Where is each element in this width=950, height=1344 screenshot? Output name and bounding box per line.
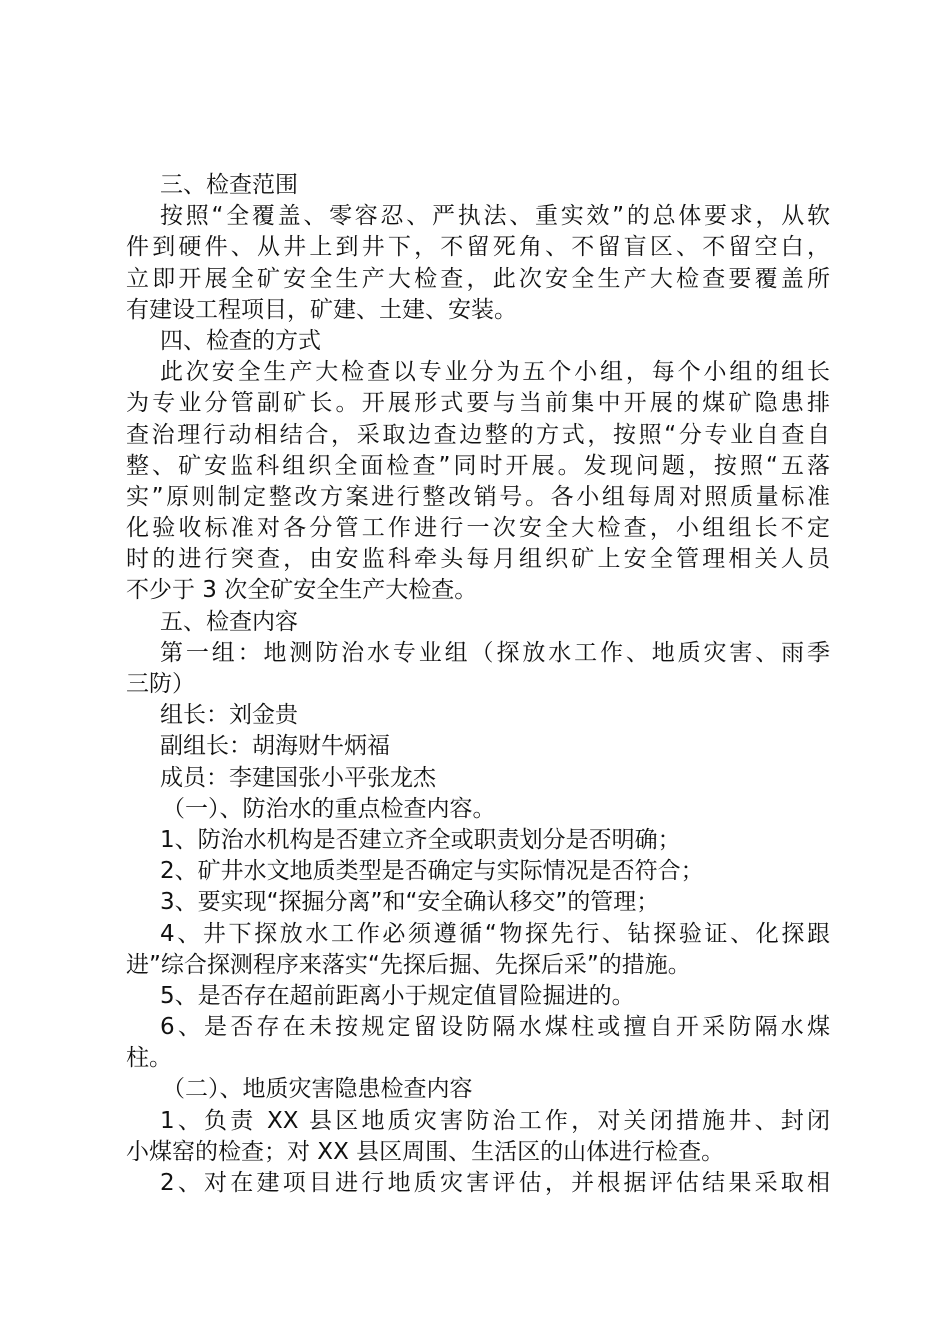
list-item: 1、负责 XX 县区地质灾害防治工作，对关闭措施井、封闭 (160, 1107, 830, 1134)
list-item-continuation: 进”综合探测程序来落实“先探后掘、先探后采”的措施。 (126, 951, 691, 978)
subsection-heading: （二）、地质灾害隐患检查内容 (162, 1076, 473, 1103)
paragraph-line: 化验收标准对各分管工作进行一次安全大检查，小组组长不定 (126, 515, 830, 542)
paragraph-line: 整、矿安监科组织全面检查”同时开展。发现问题，按照“五落 (126, 452, 830, 479)
list-item-continuation: 小煤窑的检查；对 XX 县区周围、生活区的山体进行检查。 (126, 1138, 725, 1165)
group-leader: 组长：刘金贵 (160, 702, 298, 729)
list-item: 5、是否存在超前距离小于规定值冒险掘进的。 (160, 982, 635, 1009)
section-heading-method: 四、检查的方式 (160, 327, 321, 354)
list-item: 1、防治水机构是否建立齐全或职责划分是否明确； (160, 826, 681, 853)
list-item: 3、要实现“探掘分离”和“安全确认移交”的管理； (160, 889, 660, 916)
list-item: 4、井下探放水工作必须遵循“物探先行、钻探验证、化探跟 (160, 920, 830, 947)
subsection-heading: （一）、防治水的重点检查内容。 (162, 795, 496, 822)
paragraph-line: 有建设工程项目，矿建、土建、安装。 (126, 296, 517, 323)
group-members: 成员：李建国张小平张龙杰 (160, 764, 436, 791)
list-item: 2、对在建项目进行地质灾害评估，并根据评估结果采取相 (160, 1170, 830, 1196)
document-page (126, 170, 830, 1199)
paragraph-line: 件到硬件、从井上到井下，不留死角、不留盲区、不留空白， (126, 234, 830, 261)
group-deputy-leader: 副组长：胡海财牛炳福 (160, 733, 390, 760)
section-heading-scope: 三、检查范围 (160, 172, 298, 198)
paragraph-line: 按照“全覆盖、零容忍、严执法、重实效”的总体要求，从软 (160, 203, 830, 230)
group-title-line: 第一组：地测防治水专业组（探放水工作、地质灾害、雨季 (160, 639, 830, 666)
paragraph-line: 实”原则制定整改方案进行整改销号。各小组每周对照质量标准 (126, 483, 830, 510)
section-heading-content: 五、检查内容 (160, 608, 298, 635)
paragraph-line: 查治理行动相结合，采取边查边整的方式，按照“分专业自查自 (126, 421, 830, 448)
paragraph-line: 此次安全生产大检查以专业分为五个小组，每个小组的组长 (160, 359, 830, 386)
paragraph-line: 时的进行突查，由安监科牵头每月组织矿上安全管理相关人员 (126, 546, 830, 573)
paragraph-line: 不少于 3 次全矿安全生产大检查。 (126, 577, 478, 604)
list-item: 2、矿井水文地质类型是否确定与实际情况是否符合； (160, 858, 704, 885)
paragraph-line: 立即开展全矿安全生产大检查，此次安全生产大检查要覆盖所 (126, 265, 830, 292)
group-title-line: 三防） (126, 671, 195, 697)
paragraph-line: 为专业分管副矿长。开展形式要与当前集中开展的煤矿隐患排 (126, 390, 830, 417)
list-item-continuation: 柱。 (126, 1045, 172, 1072)
list-item: 6、是否存在未按规定留设防隔水煤柱或擅自开采防隔水煤 (160, 1014, 830, 1041)
